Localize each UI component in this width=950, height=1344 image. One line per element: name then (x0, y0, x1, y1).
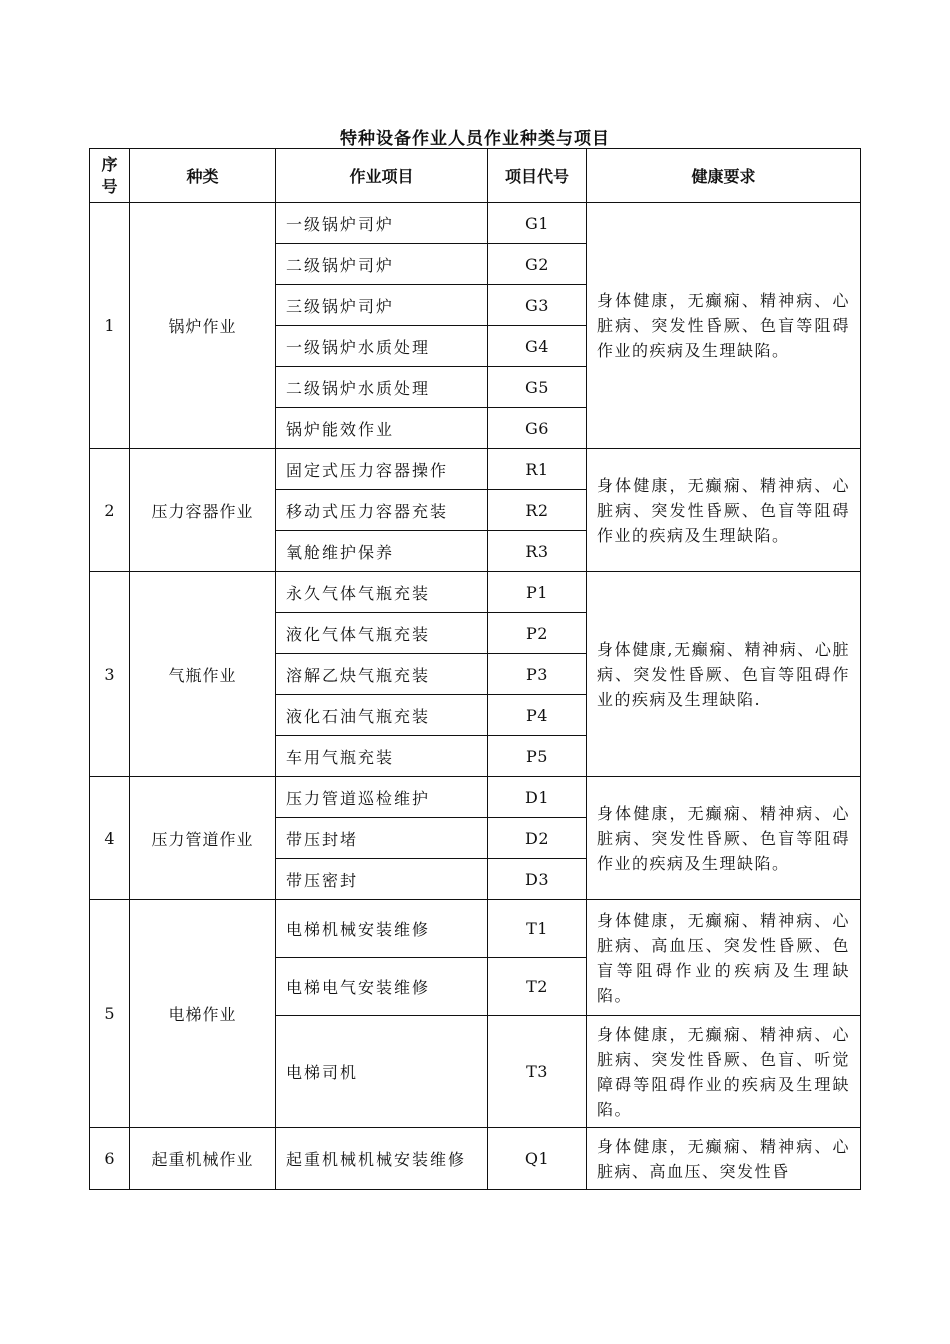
table-row (90, 572, 861, 613)
item-cell: 电梯司机 (276, 1016, 488, 1128)
item-cell: 起重机械机械安装维修 (276, 1128, 488, 1190)
seq-cell: 4 (90, 777, 130, 900)
item-cell: 带压封堵 (276, 818, 488, 859)
item-cell: 压力管道巡检维护 (276, 777, 488, 818)
seq-cell: 1 (90, 203, 130, 449)
item-cell: 一级锅炉水质处理 (276, 326, 488, 367)
category-cell: 锅炉作业 (130, 203, 276, 449)
item-cell: 带压密封 (276, 859, 488, 900)
item-cell: 永久气体气瓶充装 (276, 572, 488, 613)
item-cell: 一级锅炉司炉 (276, 203, 488, 244)
code-cell: R3 (488, 531, 587, 572)
item-cell: 三级锅炉司炉 (276, 285, 488, 326)
category-cell: 压力管道作业 (130, 777, 276, 900)
seq-cell: 6 (90, 1128, 130, 1190)
table-header-row (90, 149, 861, 203)
item-cell: 二级锅炉水质处理 (276, 367, 488, 408)
category-cell: 气瓶作业 (130, 572, 276, 777)
page-title: 特种设备作业人员作业种类与项目 (340, 129, 610, 149)
code-cell: P4 (488, 695, 587, 736)
code-cell: R1 (488, 449, 587, 490)
code-cell: G3 (488, 285, 587, 326)
health-cell: 身体健康，无癫痫、精神病、心脏病、突发性昏厥、色盲等阻碍作业的疾病及生理缺陷。 (587, 203, 861, 449)
item-cell: 二级锅炉司炉 (276, 244, 488, 285)
header-code: 项目代号 (488, 149, 587, 203)
code-cell: T1 (488, 900, 587, 958)
table-row (90, 449, 861, 490)
table-row (90, 1128, 861, 1190)
item-cell: 液化气体气瓶充装 (276, 613, 488, 654)
header-category: 种类 (130, 149, 276, 203)
item-cell: 车用气瓶充装 (276, 736, 488, 777)
code-cell: P5 (488, 736, 587, 777)
table-row (90, 900, 861, 958)
item-cell: 电梯机械安装维修 (276, 900, 488, 958)
table-row (90, 777, 861, 818)
code-cell: T2 (488, 958, 587, 1016)
work-category-table (89, 148, 861, 1190)
seq-cell: 2 (90, 449, 130, 572)
category-cell: 压力容器作业 (130, 449, 276, 572)
code-cell: G6 (488, 408, 587, 449)
code-cell: R2 (488, 490, 587, 531)
item-cell: 溶解乙炔气瓶充装 (276, 654, 488, 695)
item-cell: 移动式压力容器充装 (276, 490, 488, 531)
code-cell: P2 (488, 613, 587, 654)
code-cell: G5 (488, 367, 587, 408)
code-cell: T3 (488, 1016, 587, 1128)
health-cell: 身体健康，无癫痫、精神病、心脏病、高血压、突发性昏厥、色盲等阻碍作业的疾病及生理缺陷。 (587, 900, 861, 1016)
item-cell: 氧舱维护保养 (276, 531, 488, 572)
code-cell: G4 (488, 326, 587, 367)
code-cell: D3 (488, 859, 587, 900)
seq-cell: 3 (90, 572, 130, 777)
health-cell: 身体健康，无癫痫、精神病、心脏病、高血压、突发性昏 (587, 1128, 861, 1190)
health-cell: 身体健康，无癫痫、精神病、心脏病、突发性昏厥、色盲等阻碍作业的疾病及生理缺陷。 (587, 449, 861, 572)
category-cell: 电梯作业 (130, 900, 276, 1128)
health-cell: 身体健康，无癫痫、精神病、心脏病、突发性昏厥、色盲等阻碍作业的疾病及生理缺陷。 (587, 777, 861, 900)
category-cell: 起重机械作业 (130, 1128, 276, 1190)
code-cell: G2 (488, 244, 587, 285)
header-health: 健康要求 (587, 149, 861, 203)
header-seq: 序 号 (90, 149, 130, 203)
code-cell: D1 (488, 777, 587, 818)
header-item: 作业项目 (276, 149, 488, 203)
health-cell: 身体健康,无癫痫、精神病、心脏病、突发性昏厥、色盲等阻碍作业的疾病及生理缺陷. (587, 572, 861, 777)
table-row (90, 203, 861, 244)
item-cell: 锅炉能效作业 (276, 408, 488, 449)
code-cell: D2 (488, 818, 587, 859)
code-cell: Q1 (488, 1128, 587, 1190)
code-cell: P3 (488, 654, 587, 695)
health-cell: 身体健康，无癫痫、精神病、心脏病、突发性昏厥、色盲、听觉障碍等阻碍作业的疾病及生理缺陷。 (587, 1016, 861, 1128)
seq-cell: 5 (90, 900, 130, 1128)
item-cell: 液化石油气瓶充装 (276, 695, 488, 736)
code-cell: P1 (488, 572, 587, 613)
item-cell: 固定式压力容器操作 (276, 449, 488, 490)
code-cell: G1 (488, 203, 587, 244)
item-cell: 电梯电气安装维修 (276, 958, 488, 1016)
